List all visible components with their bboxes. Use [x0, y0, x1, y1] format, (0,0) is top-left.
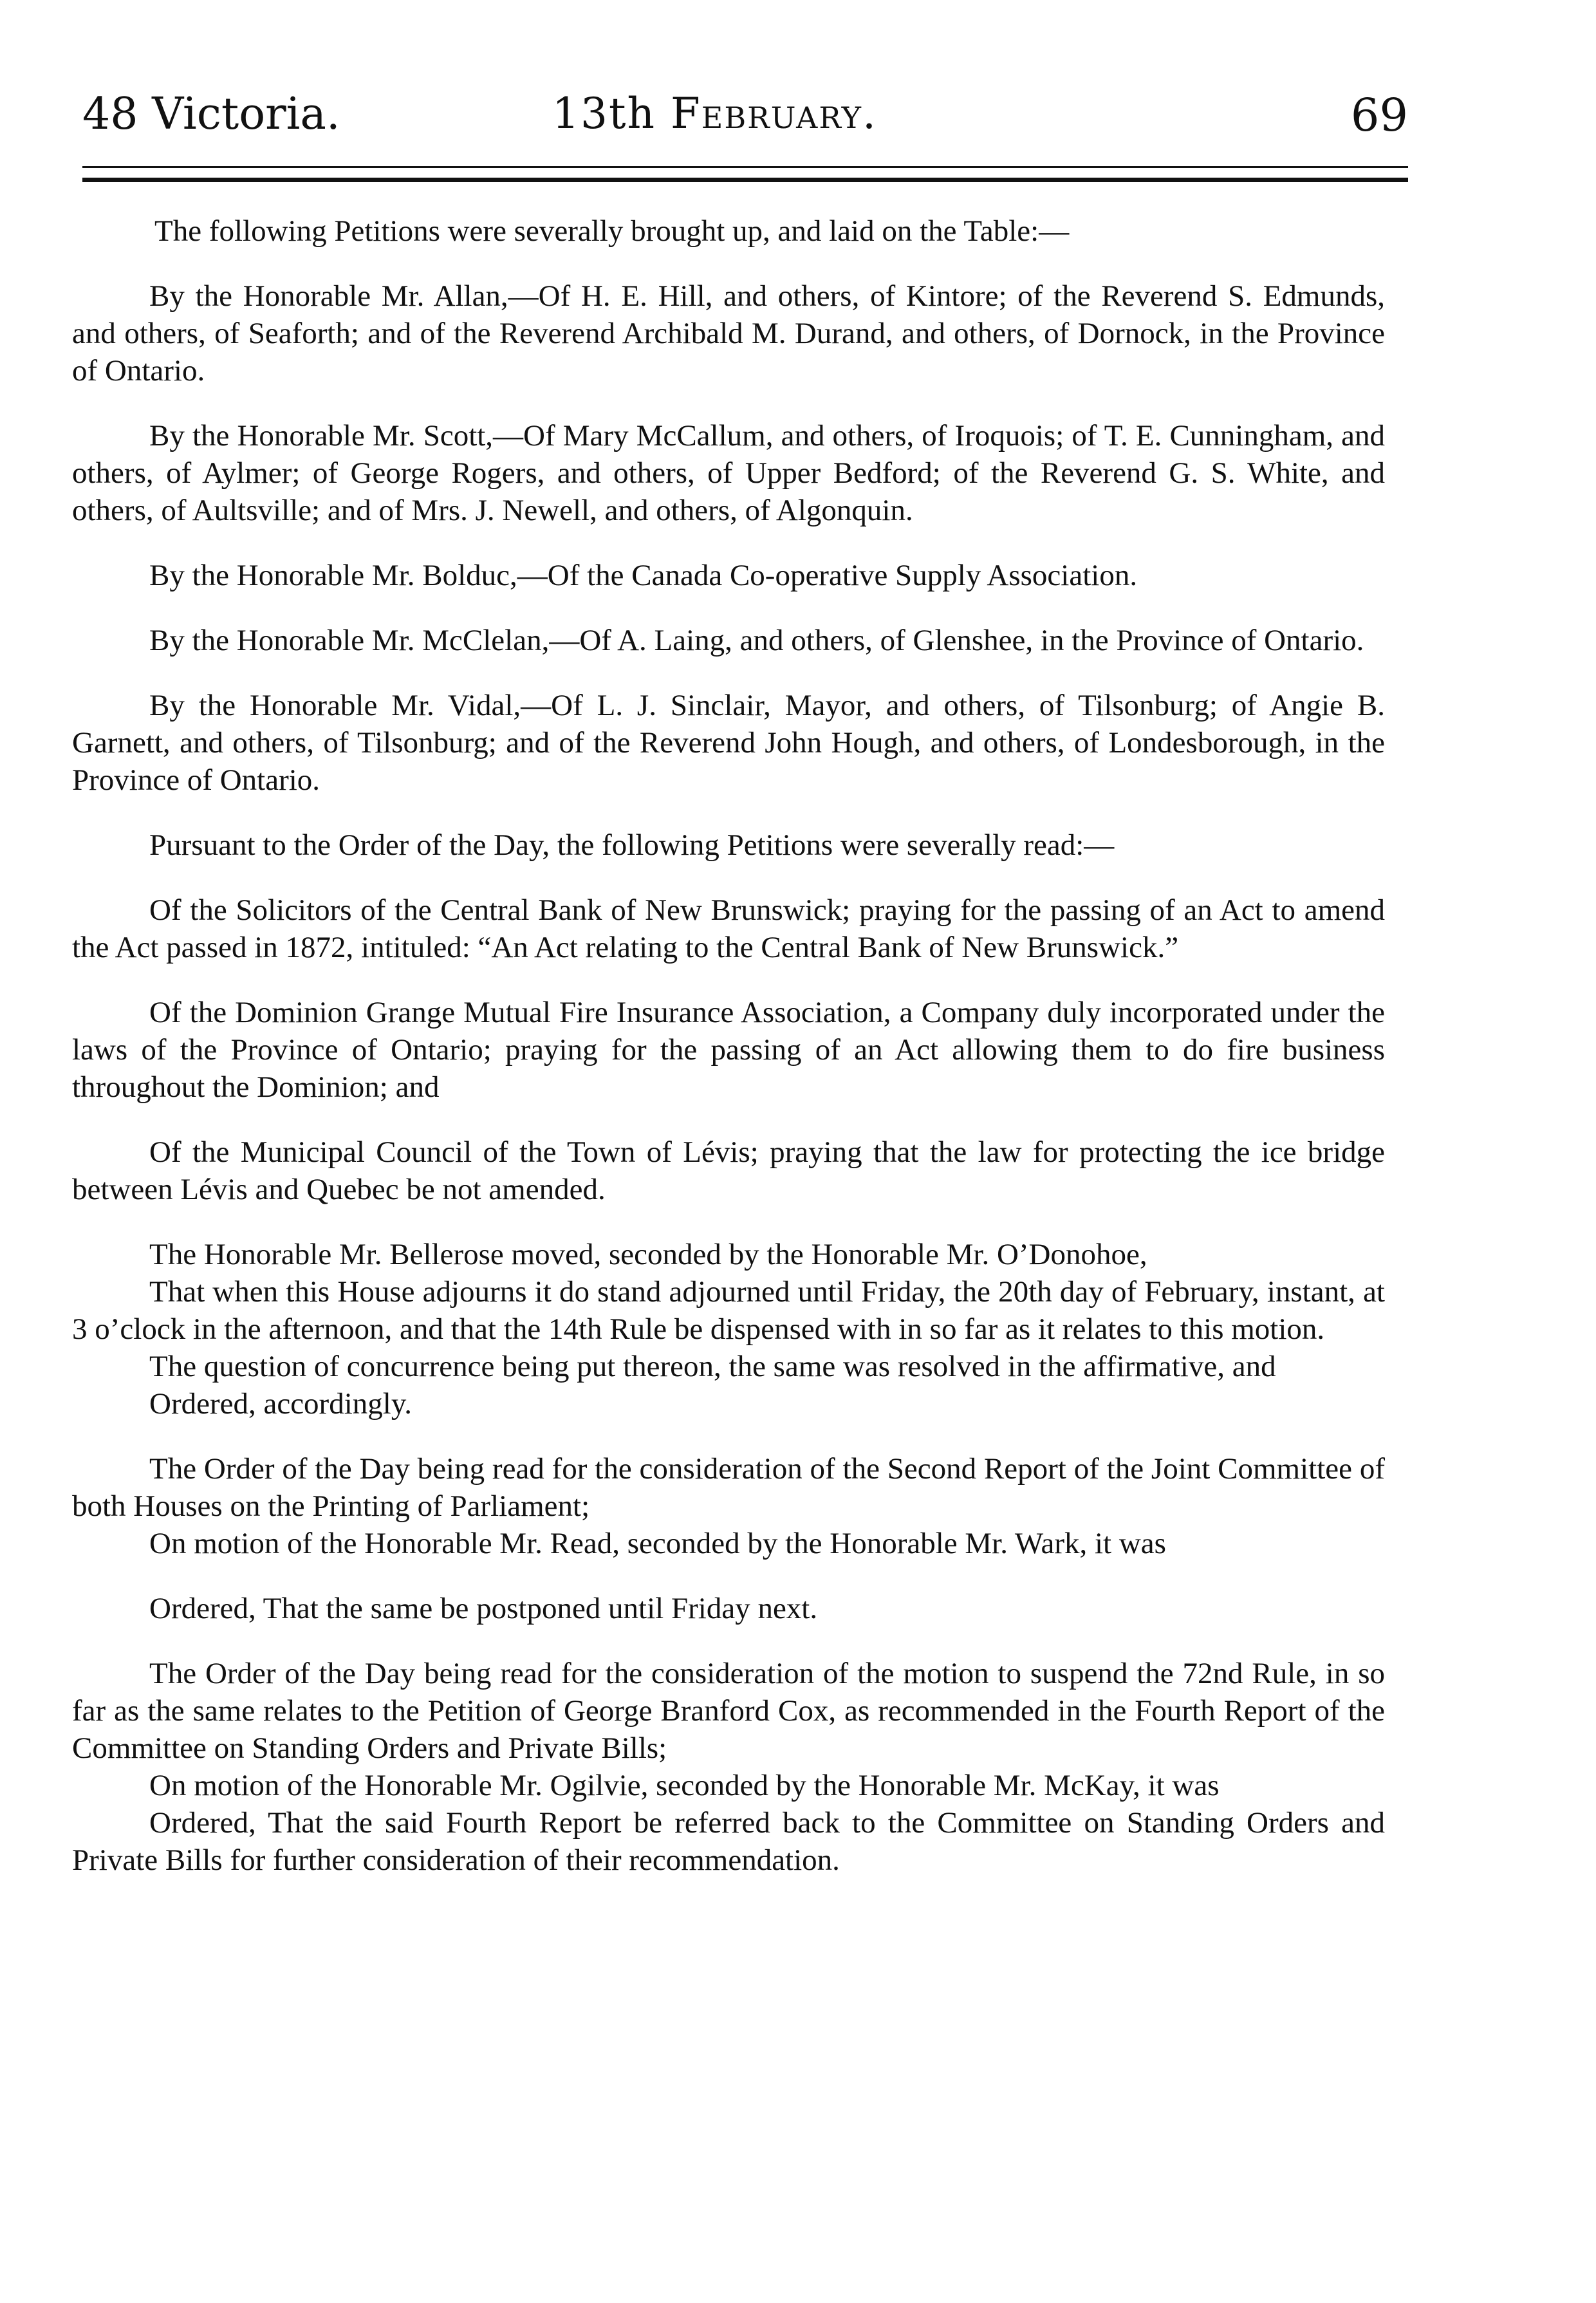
- read-wark-motion: On motion of the Honorable Mr. Read, seconded by the Honorable Mr. Wark, it was: [149, 1527, 1166, 1560]
- petition-central-bank: Of the Solicitors of the Central Bank of New Brunswick; praying for the passing of an Act to amend the Act passed in 1872, intituled: “An Act relating to the Central Bank of New Brunswick.”: [72, 893, 1385, 964]
- header-month: February.: [671, 89, 877, 138]
- petition-vidal: By the Honorable Mr. Vidal,—Of L. J. Sinclair, Mayor, and others, of Tilsonburg; of Angie B. Garnett, and others, of Tilsonburg; and of the Reverend John Hough, and others, of Londesborough, in the Province of Ontario.: [72, 689, 1385, 797]
- page-body: [72, 212, 1385, 1879]
- regnal-year: 48 Victoria.: [82, 89, 340, 140]
- header-day: 13th: [552, 89, 671, 138]
- order-of-day-petitions: Pursuant to the Order of the Day, the following Petitions were severally read:—: [149, 828, 1115, 862]
- concurrence-question: The question of concurrence being put thereon, the same was resolved in the affirmative, and: [149, 1350, 1276, 1383]
- bellerose-motion: The Honorable Mr. Bellerose moved, seconded by the Honorable Mr. O’Donohoe,: [149, 1238, 1147, 1271]
- petition-scott: By the Honorable Mr. Scott,—Of Mary McCallum, and others, of Iroquois; of T. E. Cunningham, and others, of Aylmer; of George Rogers, and others, of Upper Bedford; of the Reverend G. S. White, and others, of Aultsville; and of Mrs. J. Newell, and others, of Algonquin.: [72, 419, 1385, 527]
- header-date: [552, 89, 877, 138]
- header-rule-thick: [82, 178, 1408, 182]
- postponed-order: Ordered, That the same be postponed until Friday next.: [149, 1592, 818, 1625]
- petition-bolduc: By the Honorable Mr. Bolduc,—Of the Canada Co-operative Supply Association.: [149, 559, 1138, 592]
- page-header: [82, 89, 1408, 166]
- rule-72-order: The Order of the Day being read for the consideration of the motion to suspend the 72nd Rule, in so far as the same relates to the Petition of George Branford Cox, as recommended in the Fourth Report of the Committee on Standing Orders and Private Bills;: [72, 1657, 1385, 1765]
- petition-dominion-grange: Of the Dominion Grange Mutual Fire Insurance Association, a Company duly incorporated under the laws of the Province of Ontario; praying for the passing of an Act allowing them to do fire business throughout the Dominion; and: [72, 996, 1385, 1104]
- second-report-order: The Order of the Day being read for the consideration of the Second Report of the Joint Committee of both Houses on the Printing of Parliament;: [72, 1452, 1385, 1523]
- ogilvie-motion: On motion of the Honorable Mr. Ogilvie, seconded by the Honorable Mr. McKay, it was: [149, 1769, 1220, 1802]
- page-number: 69: [1350, 89, 1408, 142]
- ordered-accordingly: Ordered, accordingly.: [149, 1387, 413, 1421]
- petition-allan: By the Honorable Mr. Allan,—Of H. E. Hill, and others, of Kintore; of the Reverend S. Edmunds, and others, of Seaforth; and of the Reverend Archibald M. Durand, and others, of Dornock, in the Province of Ontario.: [72, 279, 1385, 387]
- petitions-intro: The following Petitions were severally brought up, and laid on the Table:—: [154, 214, 1070, 248]
- fourth-report-order: Ordered, That the said Fourth Report be referred back to the Committee on Standing Orders and Private Bills for further consideration of their recommendation.: [72, 1806, 1385, 1877]
- petition-mcclelan: By the Honorable Mr. McClelan,—Of A. Laing, and others, of Glenshee, in the Province of Ontario.: [149, 624, 1364, 657]
- header-rule-thin: [82, 166, 1408, 168]
- adjournment-motion: That when this House adjourns it do stand adjourned until Friday, the 20th day of February, instant, at 3 o’clock in the afternoon, and that the 14th Rule be dispensed with in so far as it relates to this motion.: [72, 1275, 1385, 1346]
- petition-levis: Of the Municipal Council of the Town of Lévis; praying that the law for protecting the ice bridge between Lévis and Quebec be not amended.: [72, 1135, 1385, 1206]
